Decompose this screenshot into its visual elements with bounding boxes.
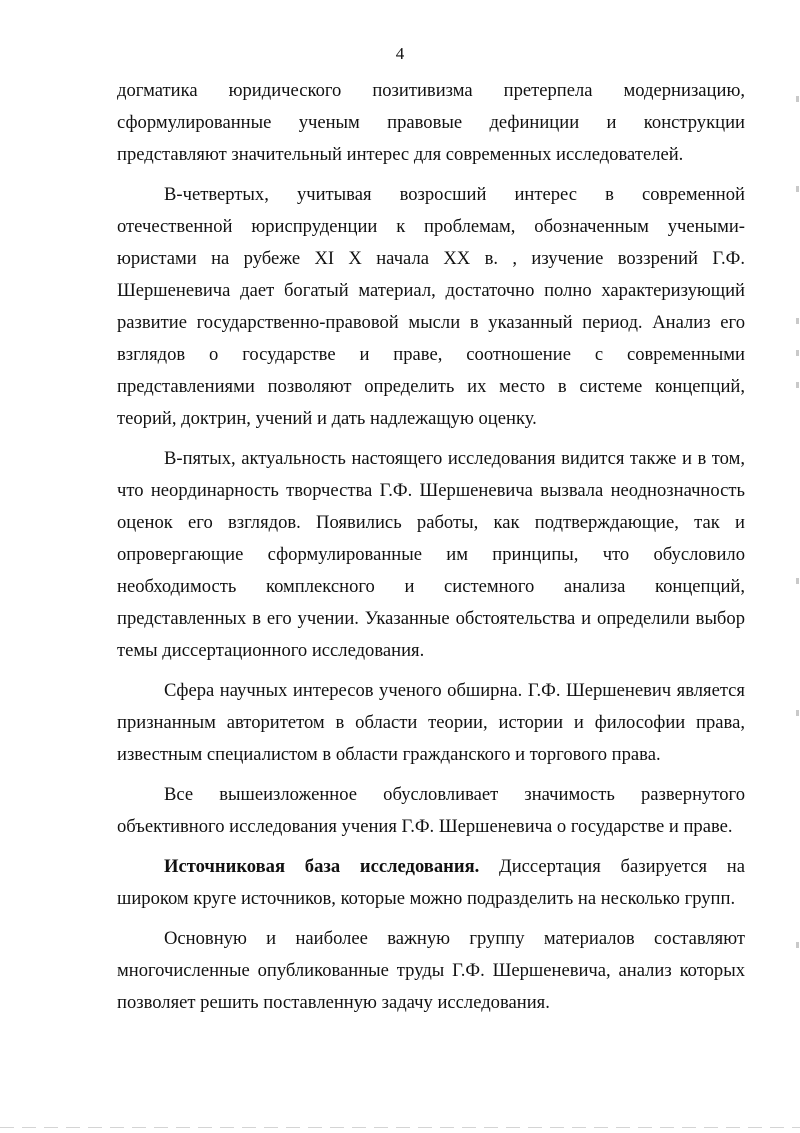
scan-edge-mark bbox=[796, 350, 799, 356]
page-number: 4 bbox=[395, 44, 405, 63]
scan-edge-mark bbox=[796, 318, 799, 324]
document-body bbox=[117, 75, 745, 1020]
paragraph-source-base bbox=[117, 851, 745, 915]
paragraph-significance: Все вышеизложенное обусловливает значимость развернутого объективного исследования учения Г.Ф. Шершеневича о государстве и праве. bbox=[117, 784, 745, 837]
paragraph-continuation: догматика юридического позитивизма претерпела модернизацию, сформулированные ученым правовые дефиниции и конструкции представляют значительный интерес для современных исследователей. bbox=[117, 80, 745, 165]
paragraph-fourth-point: В-четвертых, учитывая возросший интерес в современной отечественной юриспруденции к проблемам, обозначенным учеными-юристами на рубеже XI X начала XX в. , изучение воззрений Г.Ф. Шершеневича дает богатый материал, достаточно полно характеризующий развитие государственно-правовой мысли в указанный период. Анализ его взглядов о государстве и праве, соотношение с современными представлениями позволяют определить их место в системе концепций, теорий, доктрин, учений и дать надлежащую оценку. bbox=[117, 184, 745, 429]
scan-bottom-edge bbox=[0, 1127, 800, 1128]
scan-edge-mark bbox=[796, 382, 799, 388]
source-base-heading: Источниковая база исследования. bbox=[164, 856, 480, 877]
scan-edge-mark bbox=[796, 710, 799, 716]
scan-edge-marks bbox=[794, 0, 800, 1133]
scan-edge-mark bbox=[796, 186, 799, 192]
source-base-text: Диссертация базируется на широком круге источников, которые можно подразделить на несколько групп. bbox=[117, 856, 746, 909]
paragraph-fifth-point: В-пятых, актуальность настоящего исследования видится также и в том, что неординарность творчества Г.Ф. Шершеневича вызвала неоднозначность оценок его взглядов. Появились работы, как подтверждающие, так и опровергающие сформулированные им принципы, что обусловило необходимость комплексного и системного анализа концепций, представленных в его учении. Указанные обстоятельства и определили выбор темы диссертационного исследования. bbox=[117, 448, 745, 661]
paragraph-scientific-interests: Сфера научных интересов ученого обширна. Г.Ф. Шершеневич является признанным авторитетом в области теории, истории и философии права, известным специалистом в области гражданского и торгового права. bbox=[117, 680, 745, 765]
scan-edge-mark bbox=[796, 942, 799, 948]
scan-edge-mark bbox=[796, 578, 799, 584]
scan-edge-mark bbox=[796, 96, 799, 102]
paragraph-main-sources: Основную и наиболее важную группу материалов составляют многочисленные опубликованные труды Г.Ф. Шершеневича, анализ которых позволяет решить поставленную задачу исследования. bbox=[117, 928, 745, 1013]
